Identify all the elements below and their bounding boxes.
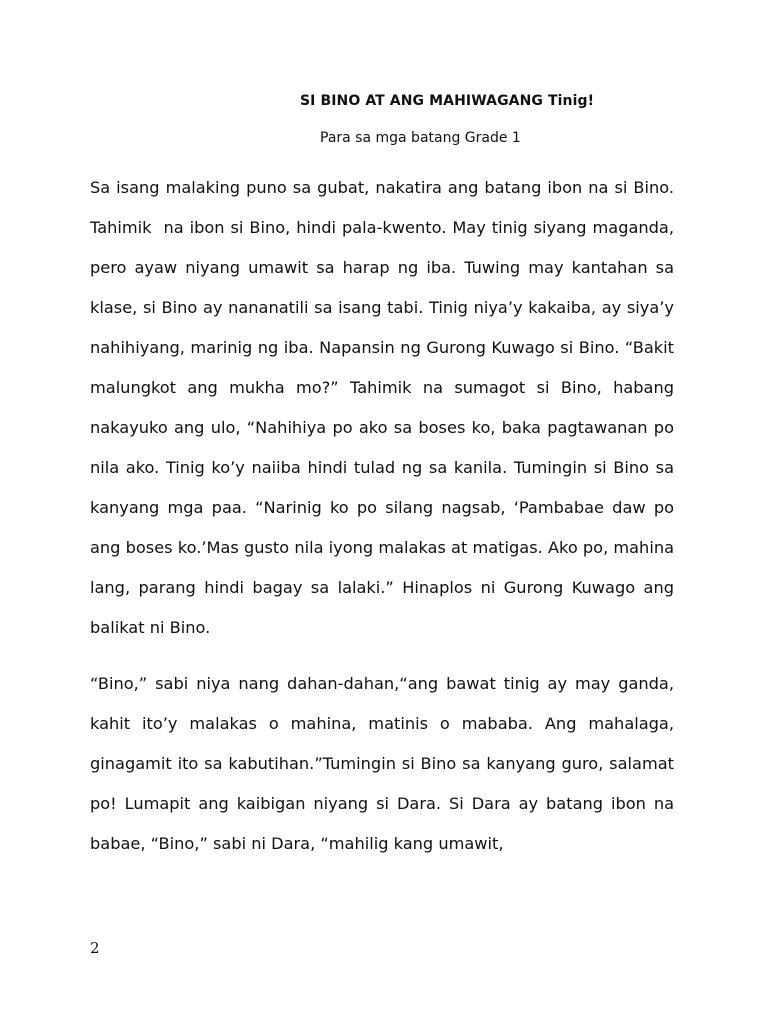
story-subtitle: Para sa mga batang Grade 1	[320, 130, 521, 146]
paragraph-2: “Bino,” sabi niya nang dahan-dahan,“ang bawat tinig ay may ganda, kahit ito’y malakas o mahina, matinis o mababa. Ang mahalaga, ginagamit ito sa kabutihan.”Tumingin si Bino sa kanyang guro, salamat po! Lumapit ang kaibigan niyang si Dara. Si Dara ay batang ibon na babae, “Bino,” sabi ni Dara, “mahilig kang umawit,	[90, 674, 674, 853]
paragraph-1: Sa isang malaking puno sa gubat, nakatira ang batang ibon na si Bino. Tahimik na ibon si Bino, hindi pala-kwento. May tinig siyang maganda, pero ayaw niyang umawit sa harap ng iba. Tuwing may kantahan sa klase, si Bino ay nananatili sa isang tabi. Tinig niya’y kakaiba, ay siya’y nahihiyang, marinig ng iba. Napansin ng Gurong Kuwago si Bino. “Bakit malungkot ang mukha mo?” Tahimik na sumagot si Bino, habang nakayuko ang ulo, “Nahihiya po ako sa boses ko, baka pagtawanan po nila ako. Tinig ko’y naiiba hindi tulad ng sa kanila. Tumingin si Bino sa kanyang mga paa. “Narinig ko po silang nagsab, ‘Pambabae daw po ang boses ko.’Mas gusto nila iyong malakas at matigas. Ako po, mahina lang, parang hindi bagay sa lalaki.” Hinaplos ni Gurong Kuwago ang balikat ni Bino.	[90, 178, 674, 637]
story-title: SI BINO AT ANG MAHIWAGANG Tinig!	[300, 93, 595, 109]
page-number: 2	[90, 939, 100, 957]
